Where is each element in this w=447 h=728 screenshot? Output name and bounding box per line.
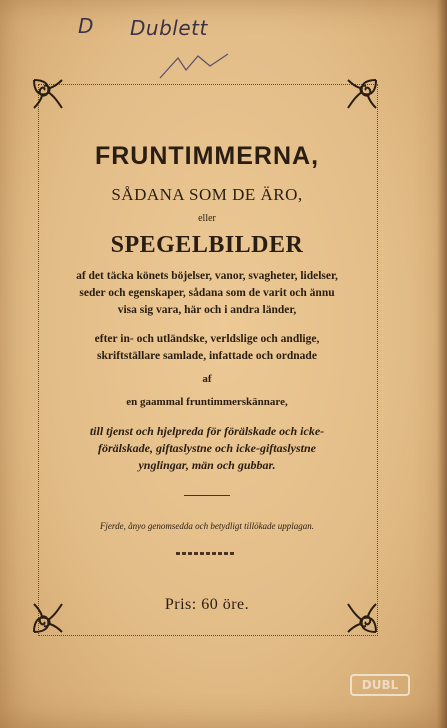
handwritten-note: Dublett [130, 16, 208, 40]
purpose-line: ynglingar, män och gubbar. [138, 458, 276, 472]
sources-line: efter in- och utländske, verldslige och andlige, [94, 333, 320, 345]
corner-ornament-icon [344, 76, 380, 112]
purpose-line: till tjenst och hjelpreda för förälskade och icke- [89, 424, 325, 438]
conjunction-text: eller [198, 213, 216, 224]
author-text: en gaammal fruntimmerskännare, [126, 396, 288, 408]
dashed-divider [176, 552, 236, 555]
description-line: seder och egenskaper, sådana som de varit och ännu [79, 287, 335, 299]
by-text: af [202, 373, 212, 385]
library-stamp: DUBL [350, 674, 410, 696]
price-text: Pris: 60 öre. [164, 596, 250, 613]
description-line: af det täcka könets böjelser, vanor, svagheter, lidelser, [76, 270, 338, 282]
description-line: visa sig vara, här och i andra länder, [117, 304, 297, 316]
cover-subtitle: SÅDANA SOM DE ÄRO, [111, 185, 303, 204]
handwritten-initials: D [78, 14, 94, 38]
edition-text: Fjerde, ånyo genomsedda och betydligt tillökade upplagan. [99, 521, 315, 531]
purpose-line: förälskade, giftaslystne och icke-giftaslystne [98, 441, 316, 455]
main-title: SPEGELBILDER [110, 232, 304, 258]
sources-line: skriftställare samlade, infattade och ordnade [97, 350, 317, 362]
pencil-scribble [158, 52, 238, 82]
divider-rule [184, 495, 230, 496]
page-edge-shadow [437, 0, 447, 728]
cover-title: FRUNTIMMERNA, [94, 142, 320, 170]
corner-ornament-icon [30, 76, 66, 112]
